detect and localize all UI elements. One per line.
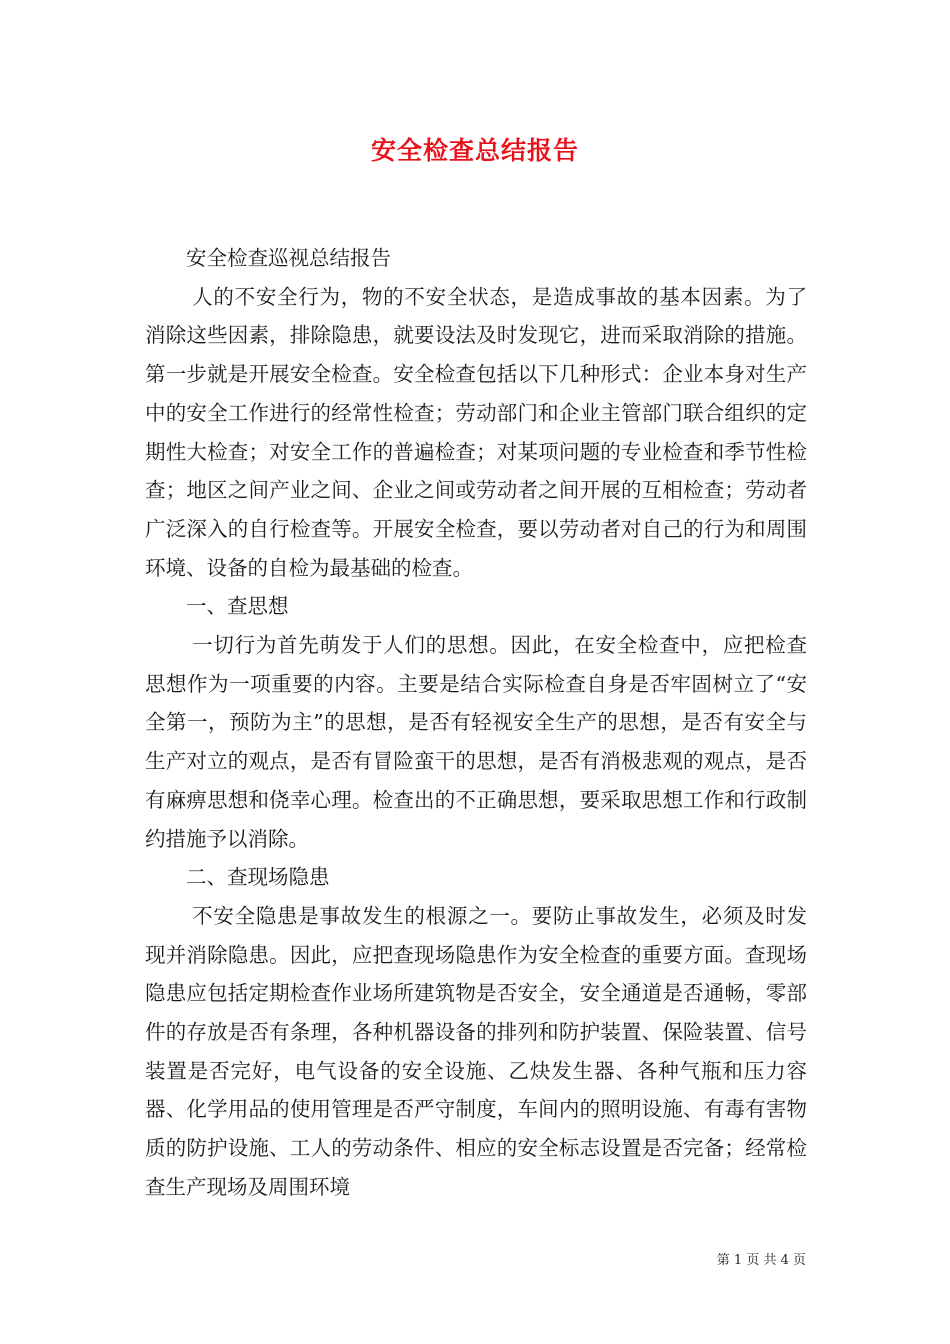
paragraph-check-thought: 一切行为首先萌发于人们的思想。因此，在安全检查中，应把检查思想作为一项重要的内容。主要是结合实际检查自身是否牢固树立了“安全第一，预防为主”的思想，是否有轻视安全生产的思想，是否有安全与生产对立的观点，是否有冒险蛮干的思想，是否有消极悲观的观点，是否有麻痹思想和侥幸心理。检查出的不正确思想，要采取思想工作和行政制约措施予以消除。	[145, 633, 807, 851]
section-heading-1: 一、查思想	[186, 594, 289, 619]
paragraph-intro: 人的不安全行为，物的不安全状态，是造成事故的基本因素。为了消除这些因素，排除隐患，就要设法及时发现它，进而采取消除的措施。第一步就是开展安全检查。安全检查包括以下几种形式：企业本身对生产中的安全工作进行的经常性检查；劳动部门和企业主管部门联合组织的定期性大检查；对安全工作的普遍检查；对某项问题的专业检查和季节性检查；地区之间产业之间、企业之间或劳动者之间开展的互相检查；劳动者广泛深入的自行检查等。开展安全检查，要以劳动者对自己的行为和周围环境、设备的自检为最基础的检查。	[145, 284, 807, 580]
section-heading-2: 二、查现场隐患	[186, 865, 330, 890]
page-number: 第 1 页 共 4 页	[716, 1253, 806, 1268]
document-subtitle: 安全检查巡视总结报告	[186, 246, 391, 270]
document-body	[145, 239, 807, 1207]
document-title: 安全检查总结报告	[370, 136, 579, 165]
paragraph-site-hazards: 不安全隐患是事故发生的根源之一。要防止事故发生，必须及时发现并消除隐患。因此，应把查现场隐患作为安全检查的重要方面。查现场隐患应包括定期检查作业场所建筑物是否安全，安全通道是否通畅，零部件的存放是否有条理，各种机器设备的排列和防护装置、保险装置、信号装置是否完好，电气设备的安全设施、乙炔发生器、各种气瓶和压力容器、化学用品的使用管理是否严守制度，车间内的照明设施、有毒有害物质的防护设施、工人的劳动条件、相应的安全标志设置是否完备；经常检查生产现场及周围环境	[145, 903, 807, 1199]
